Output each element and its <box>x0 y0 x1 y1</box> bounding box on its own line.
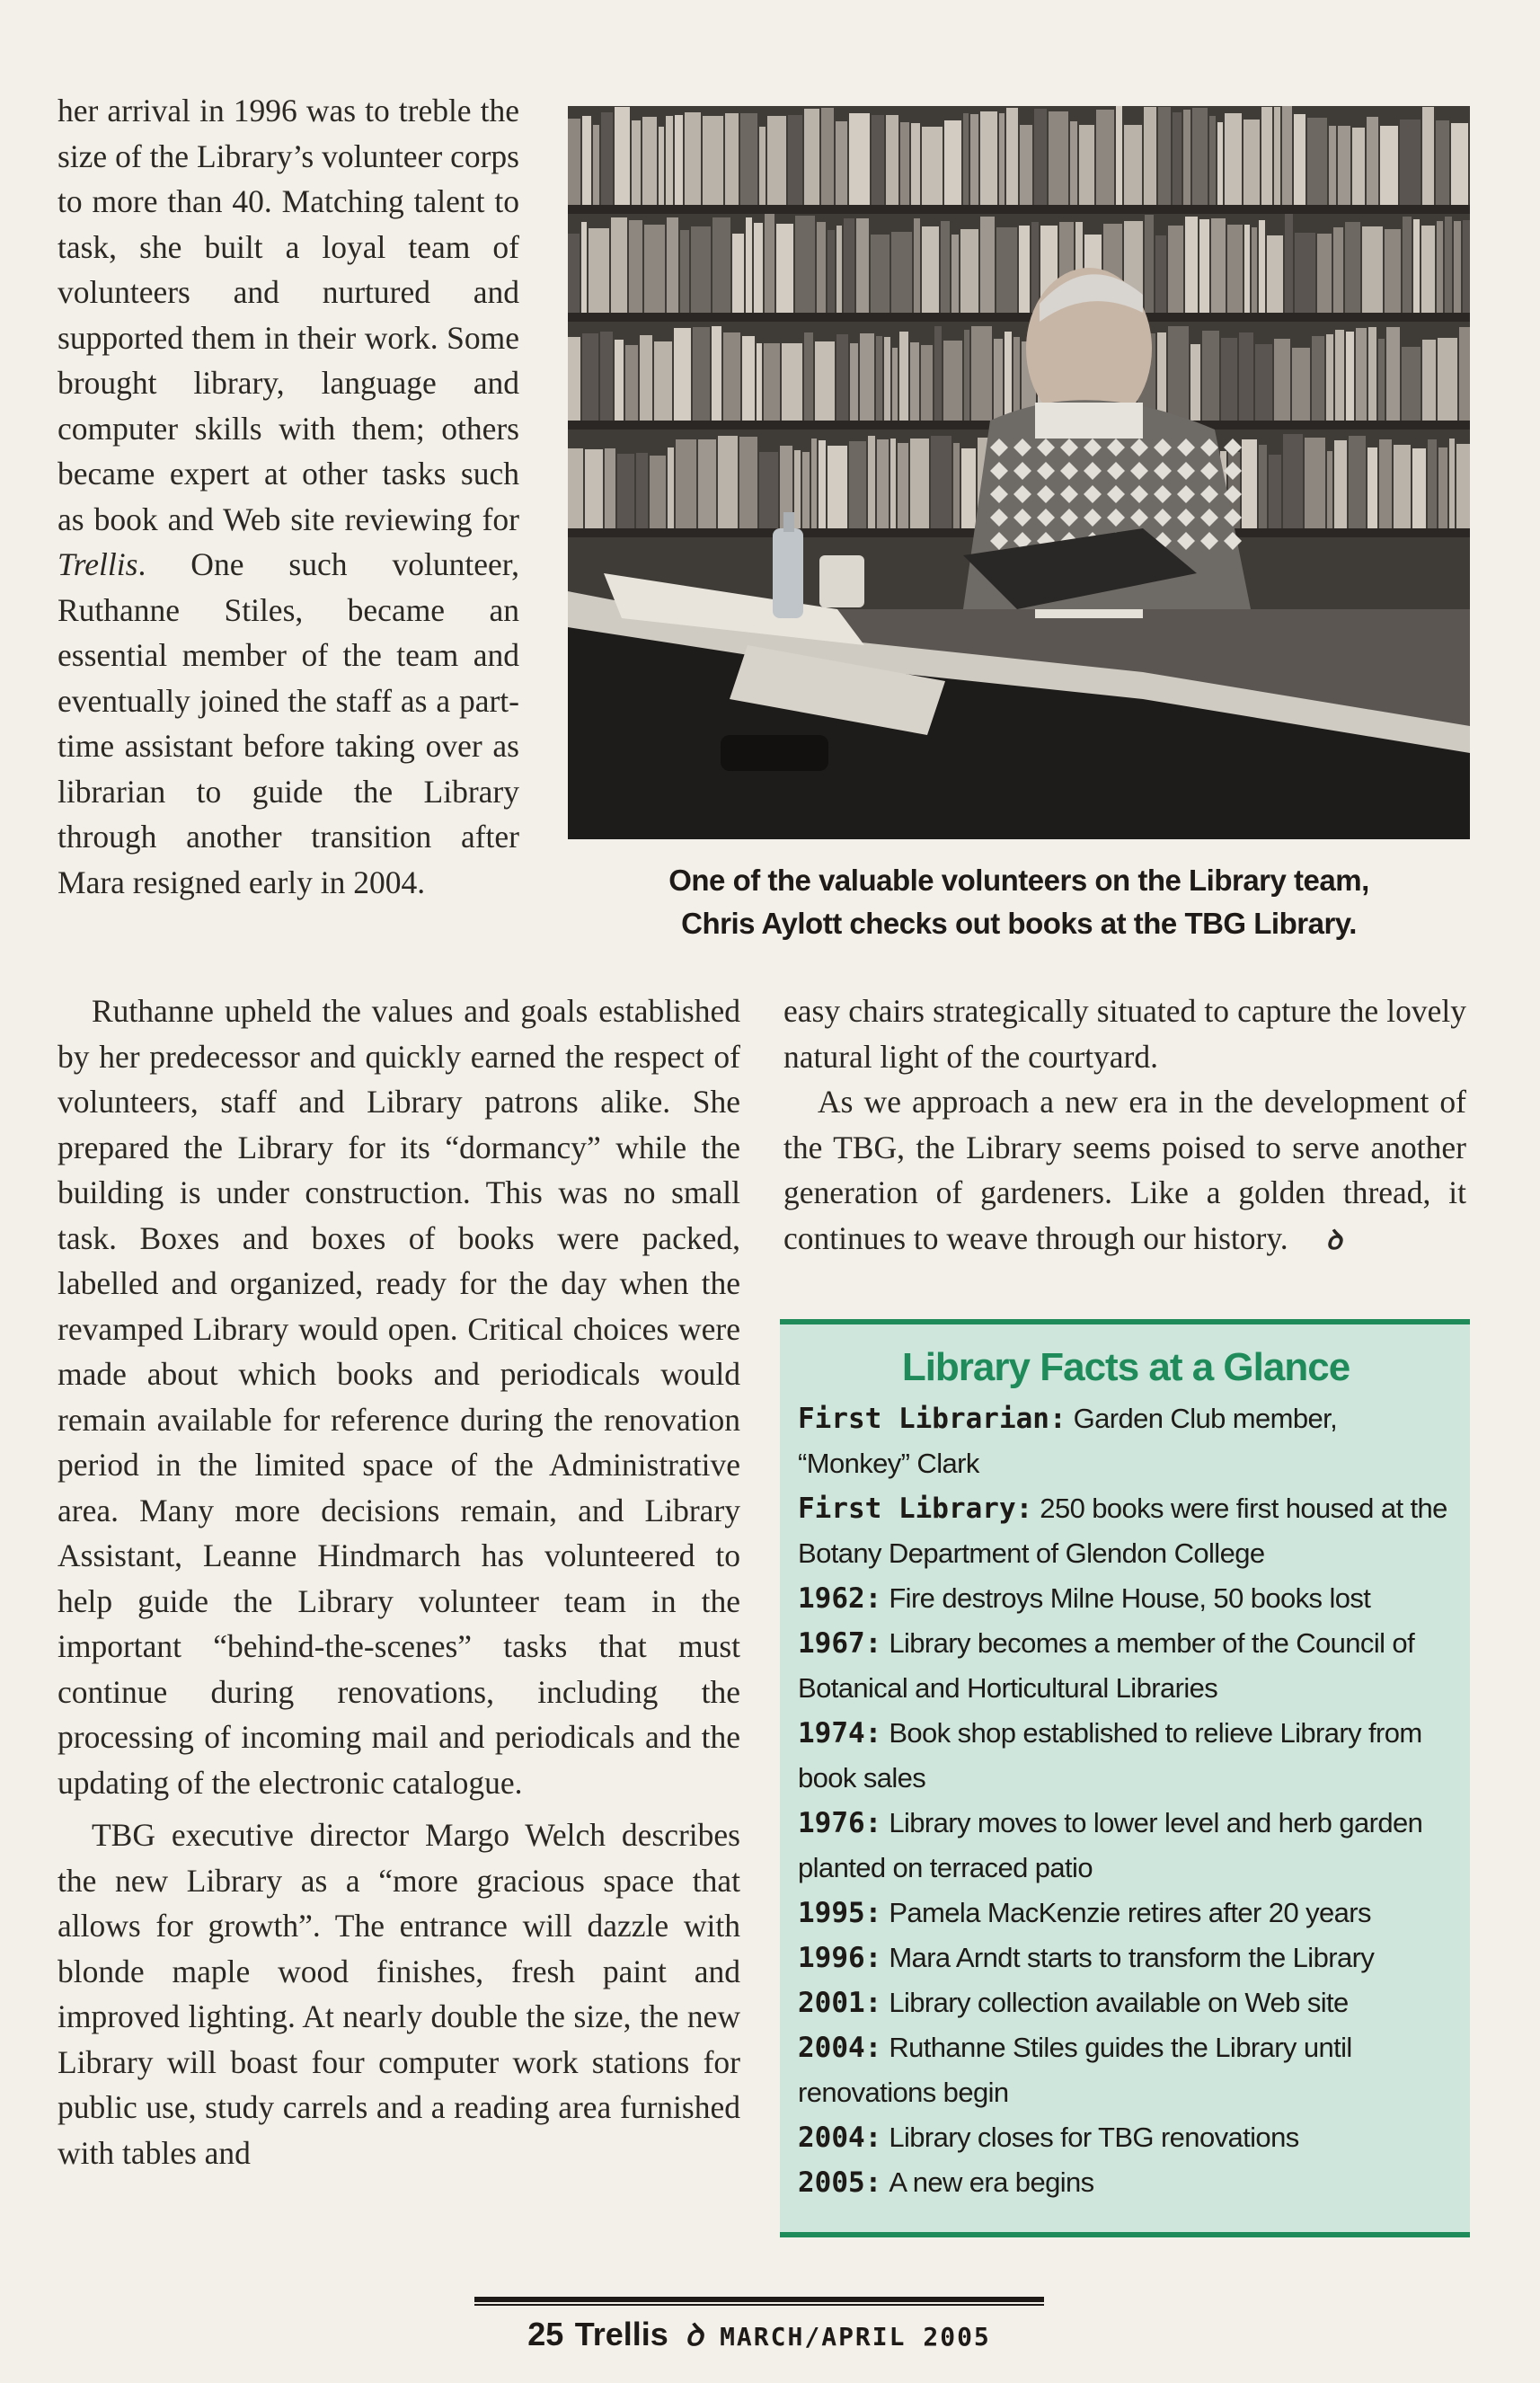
end-of-article-icon: ꝺ <box>1325 1224 1342 1256</box>
facts-box-title: Library Facts at a Glance <box>901 1345 1350 1389</box>
publication-name: Trellis <box>574 2316 668 2352</box>
fact-item <box>798 1980 1454 2025</box>
article-paragraph-2: Ruthanne upheld the values and goals established by her predecessor and quickly earned the respect of volunteers, staff and Library patrons alike. She prepared the Library for its “dormancy” while the building is under construction. This was no small task. Boxes and boxes of books were packed, labelled and organized, ready for the day when the revamped Library would open. Critical choices were made about which books and periodicals would remain available for reference during the renovation period in the limited space of the Administrative area. Many more decisions remain, and Library Assistant, Leanne Hindmarch has volunteered to help guide the Library volunteer team in the important “behind-the-scenes” tasks that must continue during renovations, including the processing of incoming mail and periodicals and the updating of the electronic catalogue. <box>58 993 740 1801</box>
fact-item <box>798 1486 1454 1576</box>
fact-key: First Librarian: <box>798 1403 1066 1435</box>
issue-date: MARCH/APRIL 2005 <box>720 2322 991 2352</box>
fact-key: 2005: <box>798 2166 882 2199</box>
article-text: As we approach a new era in the development of the TBG, the Library seems poised to serve another generation of gardeners. Like a golden thread, it continues to weave through our history. <box>783 1084 1466 1256</box>
fact-item <box>798 1891 1454 1936</box>
footer-rule-thin <box>474 2304 1044 2306</box>
fact-text: 250 books were first housed at the Botany Department of Glendon College <box>798 1493 1447 1569</box>
page-footer <box>474 2313 1044 2354</box>
fact-text: A new era begins <box>889 2166 1094 2198</box>
fact-text: Mara Arndt starts to transform the Library <box>889 1942 1375 1973</box>
article-text: her arrival in 1996 was to treble the size of the Library’s volunteer corps to more than 40. Matching talent to task, she built a loyal team of volunteers and nurtured and supported them in their work. Some brought library, language and computer skills with them; others became expert at other tasks such as book and Web site reviewing for <box>58 93 519 537</box>
fact-key: First Library: <box>798 1493 1033 1525</box>
fact-text: Library becomes a member of the Council of Botanical and Horticultural Libraries <box>798 1627 1415 1704</box>
photo-caption-line-2: Chris Aylott checks out books at the TBG Library. <box>681 907 1357 940</box>
facts-list <box>798 1396 1454 2205</box>
fact-item <box>798 2115 1454 2160</box>
fact-text: Pamela MacKenzie retires after 20 years <box>889 1897 1371 1928</box>
fact-key: 1974: <box>798 1717 882 1750</box>
article-paragraph-4 <box>783 1079 1466 1263</box>
footer-rule <box>474 2297 1044 2302</box>
article-text: . One such volunteer, Ruthanne Stiles, became an essential member of the team and eventually joined the staff as a part-time assistant before taking over as librarian to guide the Library through another transition after Mara resigned early in 2004. <box>58 546 519 900</box>
article-paragraph-3: TBG executive director Margo Welch describes the new Library as a “more gracious space that allows for growth”. The entrance will dazzle with blonde maple wood finishes, fresh paint and improved lighting. At nearly double the size, the new Library will boast four computer work stations for public use, study carrels and a reading area furnished with tables and <box>58 1817 740 2171</box>
fact-item <box>798 1801 1454 1891</box>
fact-text: Book shop established to relieve Library from book sales <box>798 1717 1422 1794</box>
article-column-1-top <box>58 88 519 905</box>
fact-key: 2004: <box>798 2122 882 2154</box>
fact-key: 1976: <box>798 1807 882 1839</box>
fact-key: 2001: <box>798 1987 882 2019</box>
photo-caption <box>568 859 1470 945</box>
article-column-2 <box>783 988 1466 1263</box>
photo-illustration <box>568 106 1470 839</box>
fact-key: 1996: <box>798 1942 882 1974</box>
fact-item <box>798 2160 1454 2205</box>
fact-text: Library moves to lower level and herb garden planted on terraced patio <box>798 1807 1423 1883</box>
library-photo <box>568 106 1470 839</box>
fact-item <box>798 1396 1454 1486</box>
fact-text: Library collection available on Web site <box>889 1987 1349 2018</box>
fact-text: Library closes for TBG renovations <box>889 2122 1299 2153</box>
fact-text: Ruthanne Stiles guides the Library until renovations begin <box>798 2032 1352 2108</box>
fact-item <box>798 1576 1454 1621</box>
page-number: 25 <box>527 2316 564 2352</box>
fact-item <box>798 2025 1454 2115</box>
photo-caption-line-1: One of the valuable volunteers on the Library team, <box>668 864 1369 897</box>
fact-key: 1967: <box>798 1627 882 1660</box>
fact-item <box>798 1711 1454 1801</box>
article-column-1-bottom <box>58 988 740 2175</box>
trellis-logo-icon: ꝺ <box>685 2318 704 2352</box>
fact-text: Garden Club member, “Monkey” Clark <box>798 1403 1338 1479</box>
fact-key: 2004: <box>798 2032 882 2064</box>
fact-key: 1995: <box>798 1897 882 1929</box>
article-paragraph-3-continued: easy chairs strategically situated to capture the lovely natural light of the courtyard. <box>783 993 1466 1075</box>
library-facts-box <box>780 1319 1470 2237</box>
publication-name-italic: Trellis <box>58 546 138 582</box>
fact-item <box>798 1936 1454 1980</box>
fact-text: Fire destroys Milne House, 50 books lost <box>889 1582 1371 1614</box>
article-paragraph-1 <box>58 88 519 905</box>
fact-key: 1962: <box>798 1582 882 1615</box>
fact-item <box>798 1621 1454 1711</box>
